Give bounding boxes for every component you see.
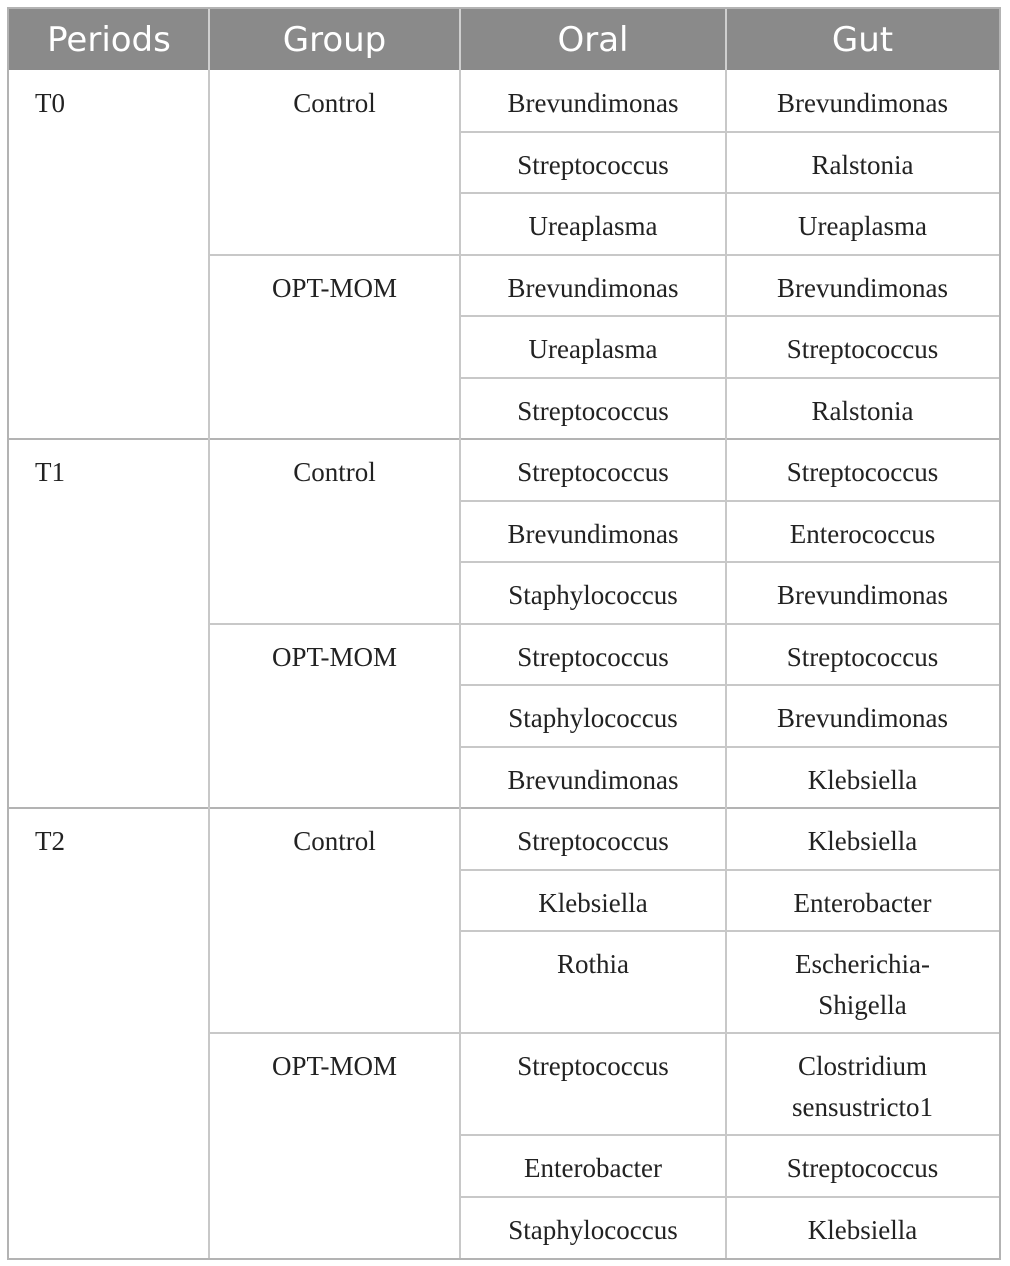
gut-genus-cell: Brevundimonas — [777, 703, 948, 733]
gut-genus-cell: Klebsiella — [807, 826, 918, 856]
column-divider — [208, 70, 210, 1258]
group-divider — [209, 1032, 999, 1034]
column-divider — [459, 70, 461, 1258]
period-divider — [9, 807, 999, 809]
row-divider — [460, 1134, 999, 1136]
row-divider — [460, 315, 999, 317]
oral-genus-cell: Staphylococcus — [508, 703, 678, 733]
oral-genus-cell: Ureaplasma — [528, 211, 658, 241]
gut-genus-cell: Ralstonia — [811, 395, 914, 426]
period-label: T0 — [35, 88, 65, 118]
oral-genus-cell: Brevundimonas — [507, 88, 679, 118]
oral-genus-cell: Brevundimonas — [507, 518, 679, 549]
oral-genus-cell: Streptococcus — [517, 149, 669, 180]
group-label: Control — [293, 88, 376, 118]
oral-genus-cell: Streptococcus — [517, 457, 669, 487]
group-label: Control — [293, 457, 376, 487]
header-divider — [725, 9, 727, 70]
gut-genus-cell: Streptococcus — [786, 641, 939, 672]
row-divider — [460, 746, 999, 748]
group-divider — [209, 623, 999, 625]
row-divider — [460, 930, 999, 932]
oral-genus-cell: Staphylococcus — [508, 580, 678, 610]
oral-genus-cell: Brevundimonas — [507, 764, 679, 795]
row-divider — [460, 561, 999, 563]
oral-genus-cell: Streptococcus — [517, 826, 669, 856]
gut-genus-cell: Escherichia- Shigella — [795, 949, 930, 1020]
gut-genus-cell: Clostridium sensustricto1 — [792, 1051, 933, 1122]
header-divider — [208, 9, 210, 70]
gut-genus-cell: Ralstonia — [811, 149, 914, 180]
oral-genus-cell: Enterobacter — [524, 1153, 662, 1183]
group-label: Control — [293, 826, 376, 856]
row-divider — [460, 1196, 999, 1198]
gut-genus-cell: Klebsiella — [807, 764, 918, 795]
oral-genus-cell: Staphylococcus — [508, 1214, 678, 1245]
oral-genus-cell: Ureaplasma — [528, 334, 658, 364]
gut-genus-cell: Enterococcus — [789, 518, 936, 549]
group-label: OPT-MOM — [271, 1051, 398, 1081]
row-divider — [460, 500, 999, 502]
oral-genus-cell: Streptococcus — [517, 641, 669, 672]
oral-genus-cell: Klebsiella — [538, 887, 648, 918]
gut-genus-cell: Streptococcus — [786, 457, 939, 487]
column-divider — [725, 70, 727, 1258]
gut-genus-cell: Brevundimonas — [777, 272, 948, 303]
gut-genus-cell: Klebsiella — [807, 1214, 918, 1245]
oral-genus-cell: Brevundimonas — [507, 272, 679, 303]
header-divider — [459, 9, 461, 70]
header-gut: Gut — [831, 19, 894, 60]
gut-genus-cell: Ureaplasma — [798, 211, 927, 241]
data-table — [7, 7, 1001, 1260]
period-label: T2 — [35, 826, 65, 856]
group-label: OPT-MOM — [271, 272, 398, 303]
row-divider — [460, 684, 999, 686]
row-divider — [460, 869, 999, 871]
group-divider — [209, 254, 999, 256]
row-divider — [460, 192, 999, 194]
group-label: OPT-MOM — [271, 641, 398, 672]
period-label: T1 — [35, 457, 65, 487]
header-periods: Periods — [47, 19, 171, 60]
header-group: Group — [282, 19, 387, 60]
gut-genus-cell: Brevundimonas — [777, 88, 948, 118]
header-oral: Oral — [557, 19, 629, 60]
row-divider — [460, 377, 999, 379]
oral-genus-cell: Rothia — [557, 949, 629, 979]
gut-genus-cell: Streptococcus — [786, 334, 939, 364]
row-divider — [460, 131, 999, 133]
gut-genus-cell: Brevundimonas — [777, 580, 948, 610]
gut-genus-cell: Enterobacter — [793, 887, 932, 918]
oral-genus-cell: Streptococcus — [517, 395, 669, 426]
oral-genus-cell: Streptococcus — [517, 1051, 669, 1081]
period-divider — [9, 438, 999, 440]
table-header — [9, 9, 999, 70]
gut-genus-cell: Streptococcus — [786, 1153, 939, 1183]
